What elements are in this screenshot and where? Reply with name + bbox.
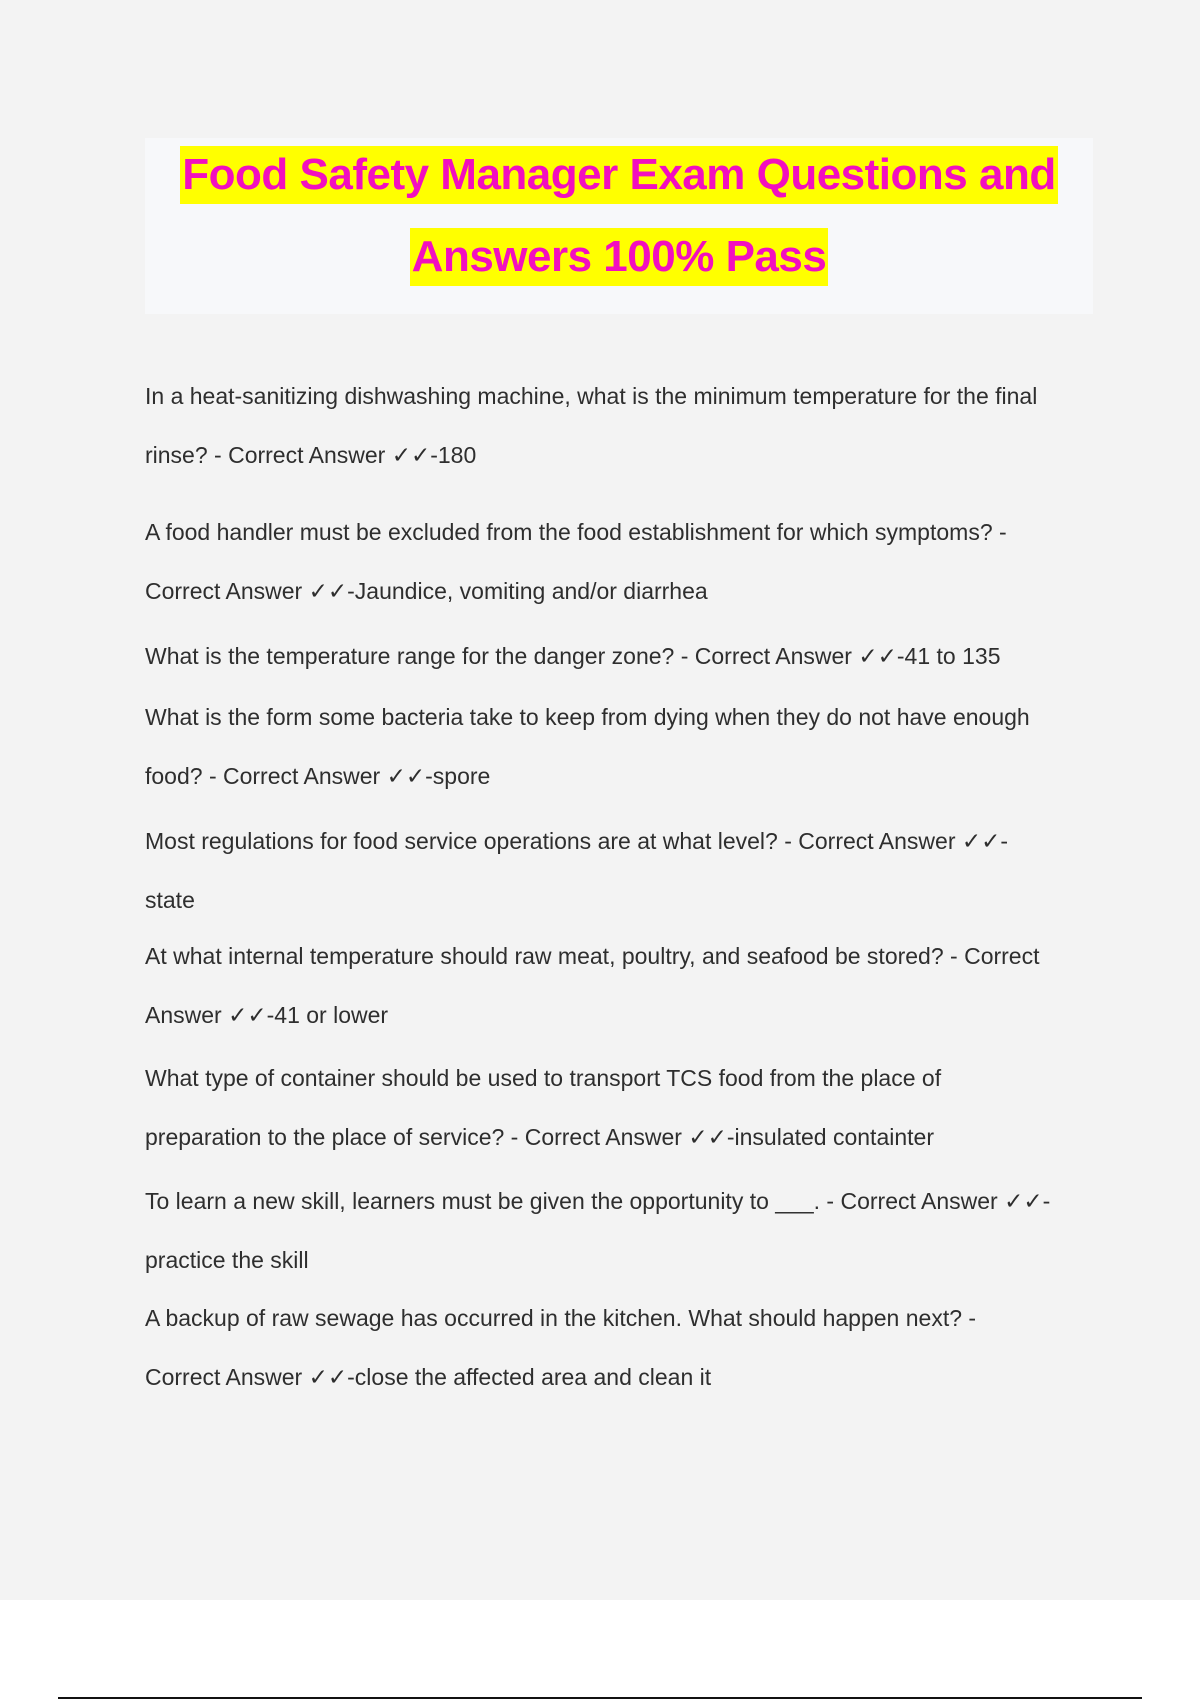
qa-item [145,927,1095,1045]
footer-divider [58,1697,1142,1699]
title-line-2 [145,228,1093,288]
qa-item [145,1289,1095,1407]
qa-item [145,688,1095,806]
qa-item [145,503,1095,621]
document-title [145,138,1093,314]
qa-line: preparation to the place of service? - Correct Answer ✓✓-insulated containter [145,1124,934,1150]
qa-line: state [145,887,195,913]
qa-line: Correct Answer ✓✓-Jaundice, vomiting and/or diarrhea [145,578,708,604]
qa-item [145,367,1095,485]
qa-line: A backup of raw sewage has occurred in the kitchen. What should happen next? - [145,1305,977,1331]
qa-item [145,1049,1095,1167]
qa-line: What is the temperature range for the danger zone? - Correct Answer ✓✓-41 to 135 [145,643,1001,669]
qa-item [145,1172,1095,1290]
qa-line: Correct Answer ✓✓-close the affected area and clean it [145,1364,712,1390]
title-text-2: Answers 100% Pass [410,228,829,286]
qa-item [145,627,1095,686]
qa-line: food? - Correct Answer ✓✓-spore [145,763,491,789]
qa-line: A food handler must be excluded from the food establishment for which symptoms? - [145,519,1007,545]
qa-line: To learn a new skill, learners must be given the opportunity to ___. - Correct Answer ✓✓- [145,1188,1051,1214]
qa-line: What is the form some bacteria take to keep from dying when they do not have enough [145,704,1030,730]
qa-line: Most regulations for food service operations are at what level? - Correct Answer ✓✓- [145,828,1009,854]
qa-line: In a heat-sanitizing dishwashing machine, what is the minimum temperature for the final [145,383,1038,409]
qa-line: What type of container should be used to transport TCS food from the place of [145,1065,942,1091]
qa-line: Answer ✓✓-41 or lower [145,1002,389,1028]
qa-line: rinse? - Correct Answer ✓✓-180 [145,442,477,468]
title-text-1: Food Safety Manager Exam Questions and [180,146,1057,204]
qa-line: At what internal temperature should raw meat, poultry, and seafood be stored? - Correct [145,943,1040,969]
title-line-1 [145,146,1093,206]
qa-item [145,812,1095,930]
qa-line: practice the skill [145,1247,309,1273]
